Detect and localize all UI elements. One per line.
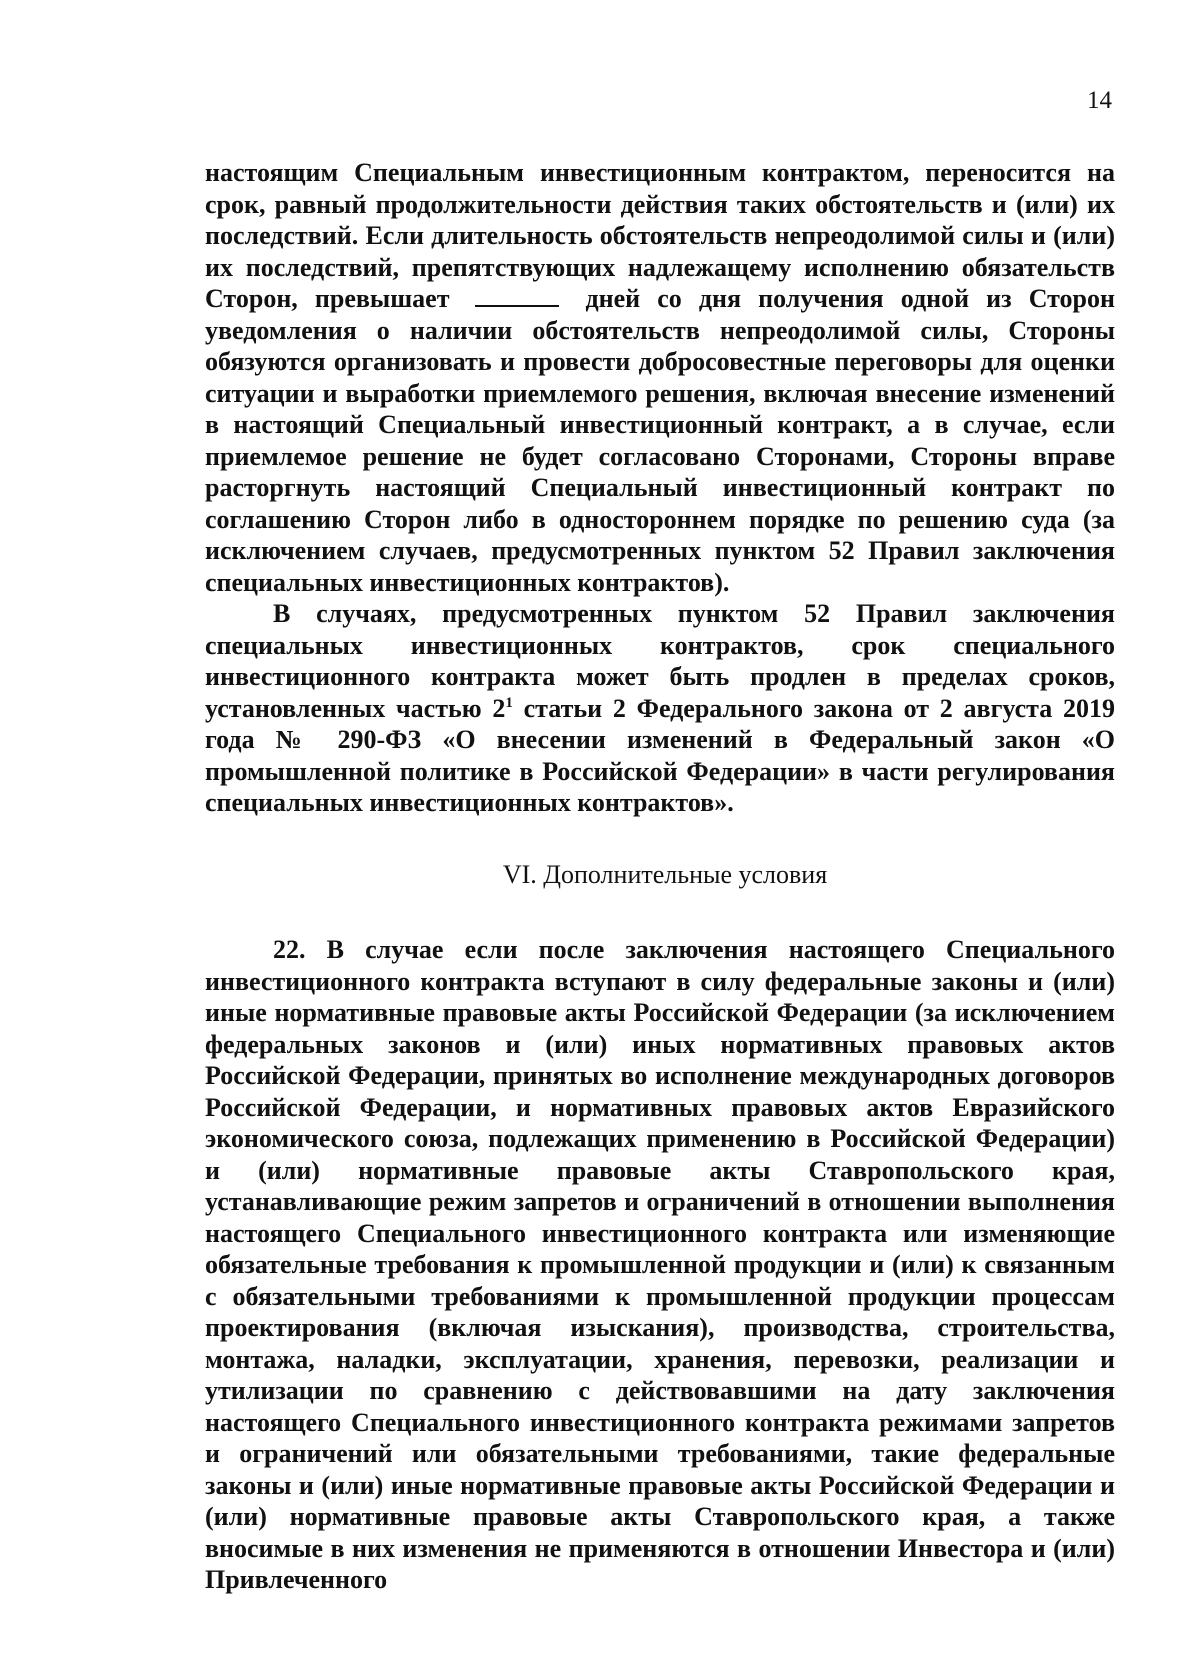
blank-days-field xyxy=(475,285,559,307)
superscript: 1 xyxy=(505,694,513,711)
page-number: 14 xyxy=(1087,87,1112,114)
paragraph-22: 22. В случае если после заключения настоящего Специального инвестиционного контракта вступают в силу федеральные законы и (или) иные нормативные правовые акты Российской Федерации (за исключением федеральных законов и (или) иных нормативных правовых актов Российской Федерации, принятых во исполнение международных договоров Российской Федерации, и нормативных правовых актов Евразийского экономического союза, подлежащих применению в Российской Федерации) и (или) нормативные правовые акты Ставропольского края, устанавливающие режим запретов и ограничений в отношении выполнения настоящего Специального инвестиционного контракта или изменяющие обязательные требования к промышленной продукции и (или) к связанным с обязательными требованиями к промышленной продукции процессам проектирования (включая изыскания), производства, строительства, монтажа, наладки, эксплуатации, хранения, перевозки, реализации и утилизации по сравнению с действовавшими на дату заключения настоящего Специального инвестиционного контракта режимами запретов и ограничений или обязательными требованиями, такие федеральные законы и (или) иные нормативные правовые акты Российской Федерации и (или) нормативные правовые акты Ставропольского края, а также вносимые в них изменения не применяются в отношении Инвестора и (или) Привлеченного xyxy=(205,935,1115,1594)
paragraph-text: настоящим Специальным инвестиционным контрактом, переносится на срок, равный продолжительности действия таких обстоятельств и (или) их последствий. Если длительность обстоятельств непреодолимой силы и (или) их последствий, препятствующих надлежащему исполнению обязательств Сторон, превышает xyxy=(205,158,1115,313)
paragraph-text: статьи 2 Федерального закона от 2 августа 2019 года № 290-ФЗ «О внесении изменений в Федеральный закон «О промышленной политике в Российской Федерации» в части регулирования специальных инвестиционных контрактов». xyxy=(205,693,1116,817)
paragraph-text: В случаях, предусмотренных пунктом 52 Правил заключения специальных инвестиционных контрактов, срок специального инвестиционного контракта может быть продлен в пределах сроков, установленных частью 2 xyxy=(205,599,1115,723)
section-heading: VI. Дополнительные условия xyxy=(502,859,828,889)
document-body xyxy=(205,157,1115,1596)
paragraph-extension xyxy=(205,598,1115,819)
paragraph-force-majeure xyxy=(205,157,1115,598)
paragraph-text: дней со дня получения одной из Сторон уведомления о наличии обстоятельств непреодолимой силы, Стороны обязуются организовать и провести добросовестные переговоры для оценки ситуации и выработки приемлемого решения, включая внесение изменений в настоящий Специальный инвестиционный контракт, а в случае, если приемлемое решение не будет согласовано Сторонами, Стороны вправе расторгнуть настоящий Специальный инвестиционный контракт по соглашению Сторон либо в одностороннем порядке по решению суда (за исключением случаев, предусмотренных пунктом 52 Правил заключения специальных инвестиционных контрактов). xyxy=(205,284,1115,597)
